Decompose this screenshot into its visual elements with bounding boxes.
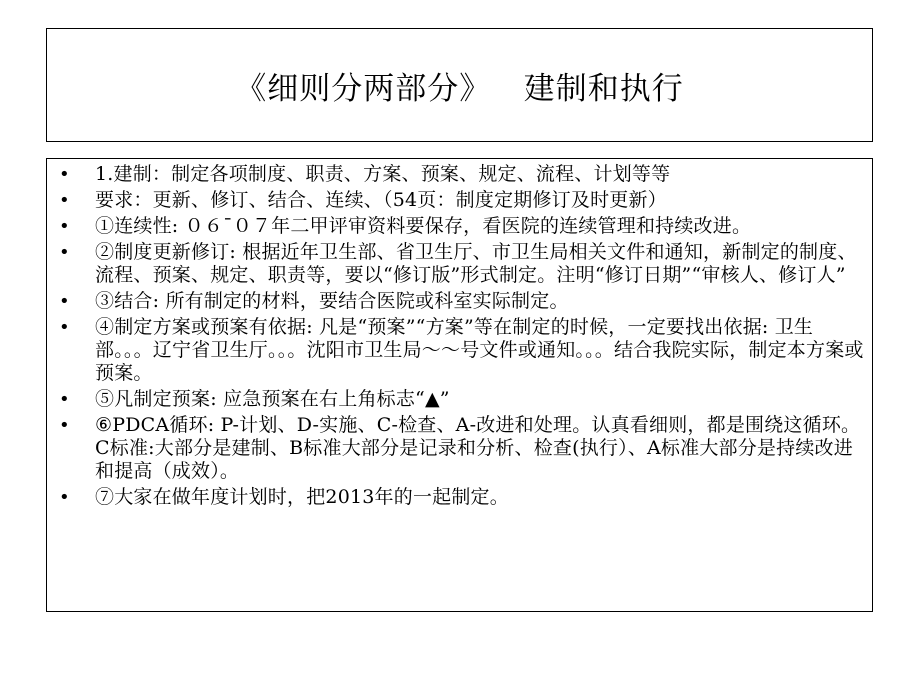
list-item <box>55 163 864 186</box>
list-item-text: ②制度更新修订: 根据近年卫生部、省卫生厅、市卫生局相关文件和通知，新制定的制度、流程、预案、规定、职责等，要以“修订版”形式制定。注明“修订日期”“审核人、修订人” <box>95 241 857 286</box>
list-item-text: 1.建制：制定各项制度、职责、方案、预案、规定、流程、计划等等 <box>95 163 671 185</box>
bullet-icon: • <box>59 216 70 237</box>
bullet-icon: • <box>59 317 70 338</box>
list-item <box>55 388 864 411</box>
bullet-icon: • <box>59 487 70 508</box>
list-item <box>55 290 864 313</box>
bullet-icon: • <box>59 291 70 312</box>
list-item-text: ⑥PDCA循环: P-计划、D-实施、C-检查、A-改进和处理。认真看细则，都是围绕这循环。C标准:大部分是建制、B标准大部分是记录和分析、检查(执行）、A标准大部分是持续改进和提高（成效）。 <box>95 414 861 482</box>
list-item-text: ⑦大家在做年度计划时，把2013年的一起制定。 <box>95 486 509 508</box>
slide-title: 《细则分两部分》 建制和执行 <box>235 70 684 107</box>
list-item-text: ⑤凡制定预案: 应急预案在右上角标志“▲” <box>95 388 450 410</box>
bullet-icon: • <box>59 415 70 436</box>
list-item <box>55 215 864 238</box>
list-item-text: 要求：更新、修订、结合、连续、（54页：制度定期修订及时更新） <box>95 189 667 211</box>
list-item-text: ④制定方案或预案有依据: 凡是“预案”“方案”等在制定的时候，一定要找出依据: 卫生部。。。辽宁省卫生厅。。。沈阳市卫生局～～号文件或通知。。。结合我院实际，制定本方案或预案。 <box>95 316 864 384</box>
list-item-text: ①连续性: ０６¯０７年二甲评审资料要保存，看医院的连续管理和持续改进。 <box>95 215 752 237</box>
list-item-text: ③结合: 所有制定的材料，要结合医院或科室实际制定。 <box>95 290 569 312</box>
list-item <box>55 486 864 509</box>
content-box <box>46 158 873 612</box>
list-item <box>55 189 864 212</box>
bullet-icon: • <box>59 242 70 263</box>
list-item <box>55 414 864 483</box>
bullet-icon: • <box>59 164 70 185</box>
bullet-icon: • <box>59 389 70 410</box>
list-item <box>55 241 864 287</box>
bullet-icon: • <box>59 190 70 211</box>
title-box <box>46 28 873 142</box>
bullet-list <box>55 163 864 509</box>
list-item <box>55 316 864 385</box>
